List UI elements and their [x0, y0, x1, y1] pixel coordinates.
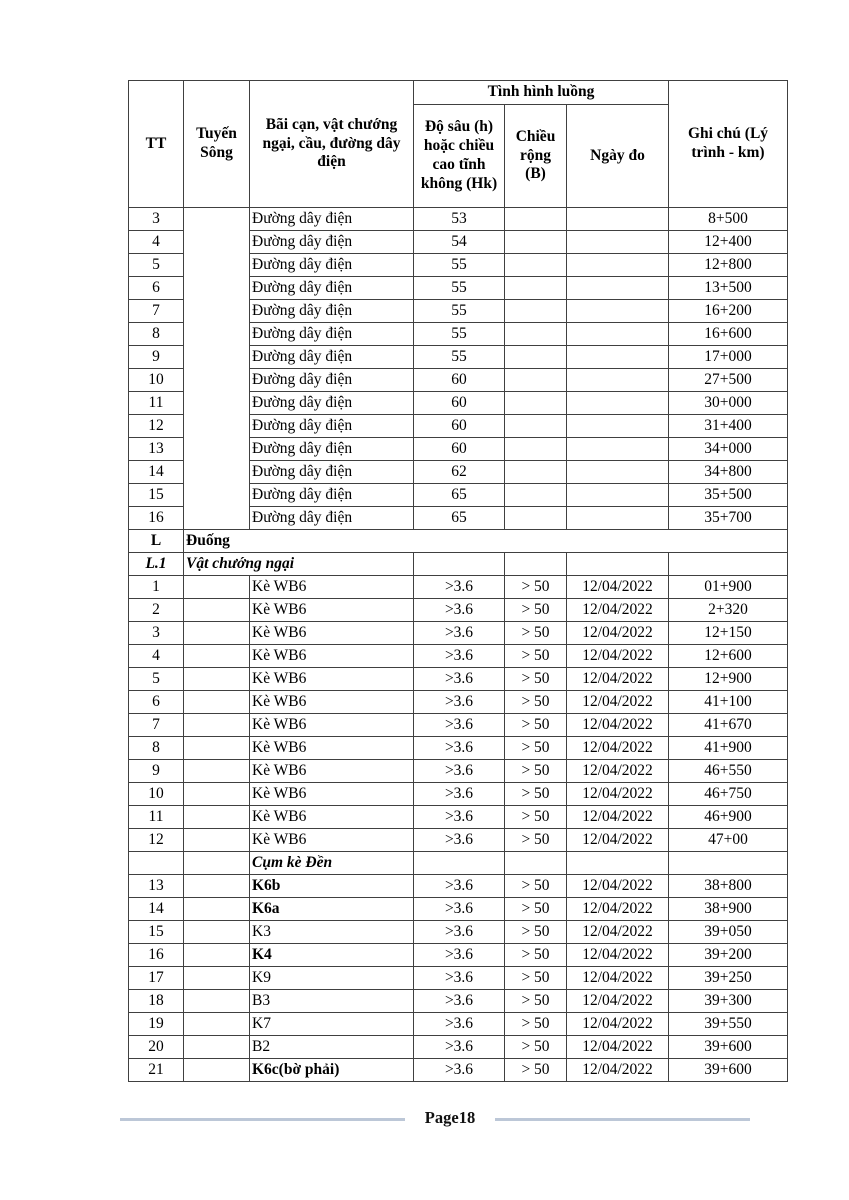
cell-name: Đường dây điện [250, 438, 414, 461]
cell-width [505, 300, 567, 323]
cell-name: Kè WB6 [250, 829, 414, 852]
cell-note: 39+250 [669, 967, 788, 990]
cell-depth: 55 [414, 254, 505, 277]
cell-note: 46+900 [669, 806, 788, 829]
cell-note: 39+600 [669, 1036, 788, 1059]
table-row [129, 806, 788, 829]
cell-depth: >3.6 [414, 921, 505, 944]
cell-width [505, 415, 567, 438]
cell-depth: >3.6 [414, 990, 505, 1013]
cell-date [567, 369, 669, 392]
cell-note: 41+900 [669, 737, 788, 760]
cell-note: 16+600 [669, 323, 788, 346]
cell-song [184, 668, 250, 691]
cell-width [505, 254, 567, 277]
cell-depth: 60 [414, 415, 505, 438]
cell-width: > 50 [505, 691, 567, 714]
cell-date [567, 392, 669, 415]
cell-depth: >3.6 [414, 1013, 505, 1036]
header-tt: TT [129, 81, 184, 208]
cell-tt: 4 [129, 231, 184, 254]
cell-depth: >3.6 [414, 967, 505, 990]
table-row [129, 576, 788, 599]
cell-song [184, 944, 250, 967]
cell-date [567, 852, 669, 875]
table-row [129, 208, 788, 231]
cell-tt: 5 [129, 668, 184, 691]
cell-depth [414, 852, 505, 875]
header-chieu-rong: Chiều rộng (B) [505, 105, 567, 208]
cell-name: Kè WB6 [250, 737, 414, 760]
cell-width: > 50 [505, 898, 567, 921]
cell-song [184, 921, 250, 944]
cell-depth: >3.6 [414, 645, 505, 668]
table-row [129, 1036, 788, 1059]
cell-name: Kè WB6 [250, 806, 414, 829]
cell-date [567, 300, 669, 323]
cell-note: 34+800 [669, 461, 788, 484]
cell-song [184, 645, 250, 668]
footer-rule-left [120, 1118, 405, 1121]
cell-depth: 60 [414, 438, 505, 461]
cell-note: 12+800 [669, 254, 788, 277]
cell-depth: >3.6 [414, 599, 505, 622]
cell-date: 12/04/2022 [567, 806, 669, 829]
cell-depth: >3.6 [414, 622, 505, 645]
cell-width [505, 438, 567, 461]
table-row [129, 530, 788, 553]
cell-width: > 50 [505, 1036, 567, 1059]
cell-tt: 19 [129, 1013, 184, 1036]
cell-note: 39+200 [669, 944, 788, 967]
cell-name: B2 [250, 1036, 414, 1059]
cell-date: 12/04/2022 [567, 829, 669, 852]
cell-width: > 50 [505, 875, 567, 898]
cell-width: > 50 [505, 668, 567, 691]
cell-date: 12/04/2022 [567, 691, 669, 714]
cell-song [184, 1036, 250, 1059]
cell-name: Đường dây điện [250, 254, 414, 277]
cell-width [505, 323, 567, 346]
cell-note: 38+800 [669, 875, 788, 898]
cell-width [505, 277, 567, 300]
cell-width: > 50 [505, 921, 567, 944]
cell-note: 01+900 [669, 576, 788, 599]
cell-name: Đường dây điện [250, 507, 414, 530]
table-row [129, 990, 788, 1013]
cell-song [184, 783, 250, 806]
footer-rule-right [495, 1118, 750, 1121]
cell-subsection-label: Vật chướng ngại [184, 553, 414, 576]
cell-name: K7 [250, 1013, 414, 1036]
cell-note [669, 852, 788, 875]
cell-tt: 16 [129, 944, 184, 967]
cell-date [567, 438, 669, 461]
cell-depth: 54 [414, 231, 505, 254]
cell-depth: >3.6 [414, 898, 505, 921]
table-row [129, 714, 788, 737]
cell-note: 35+700 [669, 507, 788, 530]
cell-width: > 50 [505, 944, 567, 967]
cell-tt: 3 [129, 208, 184, 231]
cell-name: K6c(bờ phải) [250, 1059, 414, 1082]
cell-name: Kè WB6 [250, 760, 414, 783]
cell-tt: 8 [129, 737, 184, 760]
cell-date: 12/04/2022 [567, 783, 669, 806]
cell-tt: 9 [129, 760, 184, 783]
cell-note: 27+500 [669, 369, 788, 392]
cell-tt: 15 [129, 921, 184, 944]
cell-date: 12/04/2022 [567, 599, 669, 622]
cell-width [505, 461, 567, 484]
cell-width: > 50 [505, 829, 567, 852]
cell-tt: 20 [129, 1036, 184, 1059]
cell-depth: >3.6 [414, 806, 505, 829]
cell-depth [414, 553, 505, 576]
cell-name: Đường dây điện [250, 415, 414, 438]
header-ngay-do: Ngày đo [567, 105, 669, 208]
cell-name: K9 [250, 967, 414, 990]
cell-depth: >3.6 [414, 875, 505, 898]
cell-depth: 53 [414, 208, 505, 231]
cell-depth: >3.6 [414, 668, 505, 691]
cell-date: 12/04/2022 [567, 944, 669, 967]
header-bai-can: Bãi cạn, vật chướng ngại, cầu, đường dây điện [250, 81, 414, 208]
table-row [129, 783, 788, 806]
header-tuyen-song: Tuyến Sông [184, 81, 250, 208]
header-tinh-hinh-luong: Tình hình luồng [414, 81, 669, 105]
cell-name: K4 [250, 944, 414, 967]
cell-width: > 50 [505, 990, 567, 1013]
cell-note: 30+000 [669, 392, 788, 415]
cell-width: > 50 [505, 806, 567, 829]
table-row [129, 898, 788, 921]
cell-width: > 50 [505, 645, 567, 668]
cell-name: Kè WB6 [250, 714, 414, 737]
cell-tt: 3 [129, 622, 184, 645]
cell-tt: 17 [129, 967, 184, 990]
cell-song [184, 1013, 250, 1036]
cell-depth: >3.6 [414, 691, 505, 714]
cell-song [184, 990, 250, 1013]
cell-note: 38+900 [669, 898, 788, 921]
table-row [129, 691, 788, 714]
page-number: Page18 [424, 1108, 476, 1127]
cell-depth: 60 [414, 369, 505, 392]
cell-width: > 50 [505, 622, 567, 645]
cell-depth: >3.6 [414, 1059, 505, 1082]
cell-name: Đường dây điện [250, 277, 414, 300]
cell-song [184, 599, 250, 622]
cell-tt: 7 [129, 714, 184, 737]
cell-note [669, 553, 788, 576]
page-footer [0, 1104, 849, 1134]
cell-width [505, 553, 567, 576]
table-row [129, 875, 788, 898]
cell-depth: >3.6 [414, 714, 505, 737]
cell-song [184, 714, 250, 737]
cell-width [505, 852, 567, 875]
cell-song [184, 691, 250, 714]
table-row [129, 760, 788, 783]
cell-tt: 13 [129, 438, 184, 461]
cell-date [567, 208, 669, 231]
cell-name: Kè WB6 [250, 691, 414, 714]
cell-date: 12/04/2022 [567, 898, 669, 921]
table-row [129, 1059, 788, 1082]
cell-note: 12+600 [669, 645, 788, 668]
cell-note: 8+500 [669, 208, 788, 231]
cell-note: 13+500 [669, 277, 788, 300]
cell-width: > 50 [505, 967, 567, 990]
cell-note: 17+000 [669, 346, 788, 369]
cell-tt: 6 [129, 691, 184, 714]
cell-tt: 16 [129, 507, 184, 530]
cell-date: 12/04/2022 [567, 760, 669, 783]
cell-name: Đường dây điện [250, 346, 414, 369]
cell-depth: >3.6 [414, 829, 505, 852]
cell-note: 39+550 [669, 1013, 788, 1036]
cell-song [184, 875, 250, 898]
cell-date: 12/04/2022 [567, 1036, 669, 1059]
cell-name: Đường dây điện [250, 231, 414, 254]
cell-note: 35+500 [669, 484, 788, 507]
cell-song [184, 852, 250, 875]
cell-name: K6a [250, 898, 414, 921]
cell-date: 12/04/2022 [567, 921, 669, 944]
cell-width [505, 208, 567, 231]
header-do-sau: Độ sâu (h) hoặc chiều cao tĩnh không (Hk) [414, 105, 505, 208]
table-row [129, 852, 788, 875]
cell-song [184, 576, 250, 599]
cell-depth: >3.6 [414, 944, 505, 967]
cell-date: 12/04/2022 [567, 967, 669, 990]
table-row [129, 737, 788, 760]
cell-song [184, 760, 250, 783]
cell-tt: 6 [129, 277, 184, 300]
cell-tt: 5 [129, 254, 184, 277]
cell-date: 12/04/2022 [567, 576, 669, 599]
cell-name: K6b [250, 875, 414, 898]
cell-tt: 13 [129, 875, 184, 898]
table-row [129, 1013, 788, 1036]
cell-depth: >3.6 [414, 1036, 505, 1059]
cell-song [184, 1059, 250, 1082]
cell-name: Đường dây điện [250, 369, 414, 392]
cell-date [567, 484, 669, 507]
cell-width: > 50 [505, 1059, 567, 1082]
cell-width [505, 231, 567, 254]
table-row [129, 921, 788, 944]
cell-tt: 2 [129, 599, 184, 622]
cell-name: Đường dây điện [250, 300, 414, 323]
cell-note: 46+750 [669, 783, 788, 806]
cell-tt: 4 [129, 645, 184, 668]
cell-date [567, 461, 669, 484]
cell-depth: >3.6 [414, 783, 505, 806]
cell-note: 47+00 [669, 829, 788, 852]
cell-note: 41+100 [669, 691, 788, 714]
cell-date: 12/04/2022 [567, 1059, 669, 1082]
table-body [129, 208, 788, 1082]
cell-date: 12/04/2022 [567, 737, 669, 760]
table-row [129, 668, 788, 691]
cell-date: 12/04/2022 [567, 875, 669, 898]
cell-tt: 11 [129, 806, 184, 829]
cell-date: 12/04/2022 [567, 990, 669, 1013]
table-row [129, 967, 788, 990]
cell-name: Đường dây điện [250, 461, 414, 484]
waterway-survey-table [128, 80, 788, 1082]
cell-depth: 60 [414, 392, 505, 415]
cell-depth: 55 [414, 277, 505, 300]
cell-width [505, 392, 567, 415]
cell-subsection-tt: L.1 [129, 553, 184, 576]
cell-name: Kè WB6 [250, 576, 414, 599]
cell-date [567, 507, 669, 530]
cell-date [567, 277, 669, 300]
cell-tt: 12 [129, 415, 184, 438]
cell-note: 31+400 [669, 415, 788, 438]
cell-depth: >3.6 [414, 760, 505, 783]
cell-width: > 50 [505, 783, 567, 806]
cell-name: B3 [250, 990, 414, 1013]
cell-tt: 15 [129, 484, 184, 507]
cell-tt: 10 [129, 369, 184, 392]
cell-name: Đường dây điện [250, 484, 414, 507]
cell-note: 41+670 [669, 714, 788, 737]
cell-name: Kè WB6 [250, 599, 414, 622]
cell-section-label: Đuống [184, 530, 788, 553]
cell-note: 12+900 [669, 668, 788, 691]
cell-date [567, 553, 669, 576]
cell-tt: 12 [129, 829, 184, 852]
cell-tt: 9 [129, 346, 184, 369]
cell-tt: 14 [129, 461, 184, 484]
cell-width: > 50 [505, 737, 567, 760]
cell-date [567, 254, 669, 277]
cell-depth: 55 [414, 346, 505, 369]
cell-song [184, 898, 250, 921]
cell-depth: 55 [414, 300, 505, 323]
cell-tt: 7 [129, 300, 184, 323]
cell-width [505, 369, 567, 392]
cell-name: Kè WB6 [250, 645, 414, 668]
cell-song [184, 806, 250, 829]
cell-note: 34+000 [669, 438, 788, 461]
cell-width [505, 484, 567, 507]
header-ghi-chu: Ghi chú (Lý trình - km) [669, 81, 788, 208]
cell-tt: 14 [129, 898, 184, 921]
cell-width: > 50 [505, 760, 567, 783]
cell-section-tt: L [129, 530, 184, 553]
cell-name: Kè WB6 [250, 668, 414, 691]
cell-date: 12/04/2022 [567, 668, 669, 691]
cell-date [567, 415, 669, 438]
cell-tt: 10 [129, 783, 184, 806]
cell-tt: 8 [129, 323, 184, 346]
cell-width: > 50 [505, 714, 567, 737]
cell-group-name: Cụm kè Đền [250, 852, 414, 875]
cell-date: 12/04/2022 [567, 645, 669, 668]
cell-depth: 65 [414, 507, 505, 530]
cell-name: Đường dây điện [250, 208, 414, 231]
header-row-top [129, 81, 788, 105]
table-row [129, 599, 788, 622]
cell-tt: 21 [129, 1059, 184, 1082]
cell-name: Kè WB6 [250, 783, 414, 806]
cell-name: Đường dây điện [250, 323, 414, 346]
cell-depth: >3.6 [414, 737, 505, 760]
cell-date: 12/04/2022 [567, 622, 669, 645]
cell-width: > 50 [505, 576, 567, 599]
cell-depth: >3.6 [414, 576, 505, 599]
cell-date [567, 346, 669, 369]
cell-note: 39+300 [669, 990, 788, 1013]
cell-date [567, 231, 669, 254]
cell-note: 2+320 [669, 599, 788, 622]
table-row [129, 553, 788, 576]
cell-depth: 65 [414, 484, 505, 507]
cell-song [184, 829, 250, 852]
cell-date [567, 323, 669, 346]
cell-song [184, 622, 250, 645]
table-row [129, 829, 788, 852]
cell-note: 39+050 [669, 921, 788, 944]
table-row [129, 645, 788, 668]
cell-note: 12+150 [669, 622, 788, 645]
cell-song [184, 737, 250, 760]
cell-name: Đường dây điện [250, 392, 414, 415]
cell-note: 12+400 [669, 231, 788, 254]
table-row [129, 944, 788, 967]
cell-date: 12/04/2022 [567, 714, 669, 737]
cell-tt: 11 [129, 392, 184, 415]
cell-tt: 1 [129, 576, 184, 599]
cell-note: 46+550 [669, 760, 788, 783]
cell-width: > 50 [505, 1013, 567, 1036]
cell-depth: 62 [414, 461, 505, 484]
cell-name: Kè WB6 [250, 622, 414, 645]
cell-tt [129, 852, 184, 875]
cell-note: 16+200 [669, 300, 788, 323]
cell-song [184, 967, 250, 990]
cell-name: K3 [250, 921, 414, 944]
cell-tt: 18 [129, 990, 184, 1013]
cell-width: > 50 [505, 599, 567, 622]
cell-song-merged [184, 208, 250, 530]
cell-width [505, 346, 567, 369]
cell-date: 12/04/2022 [567, 1013, 669, 1036]
cell-note: 39+600 [669, 1059, 788, 1082]
cell-depth: 55 [414, 323, 505, 346]
cell-width [505, 507, 567, 530]
table-row [129, 622, 788, 645]
